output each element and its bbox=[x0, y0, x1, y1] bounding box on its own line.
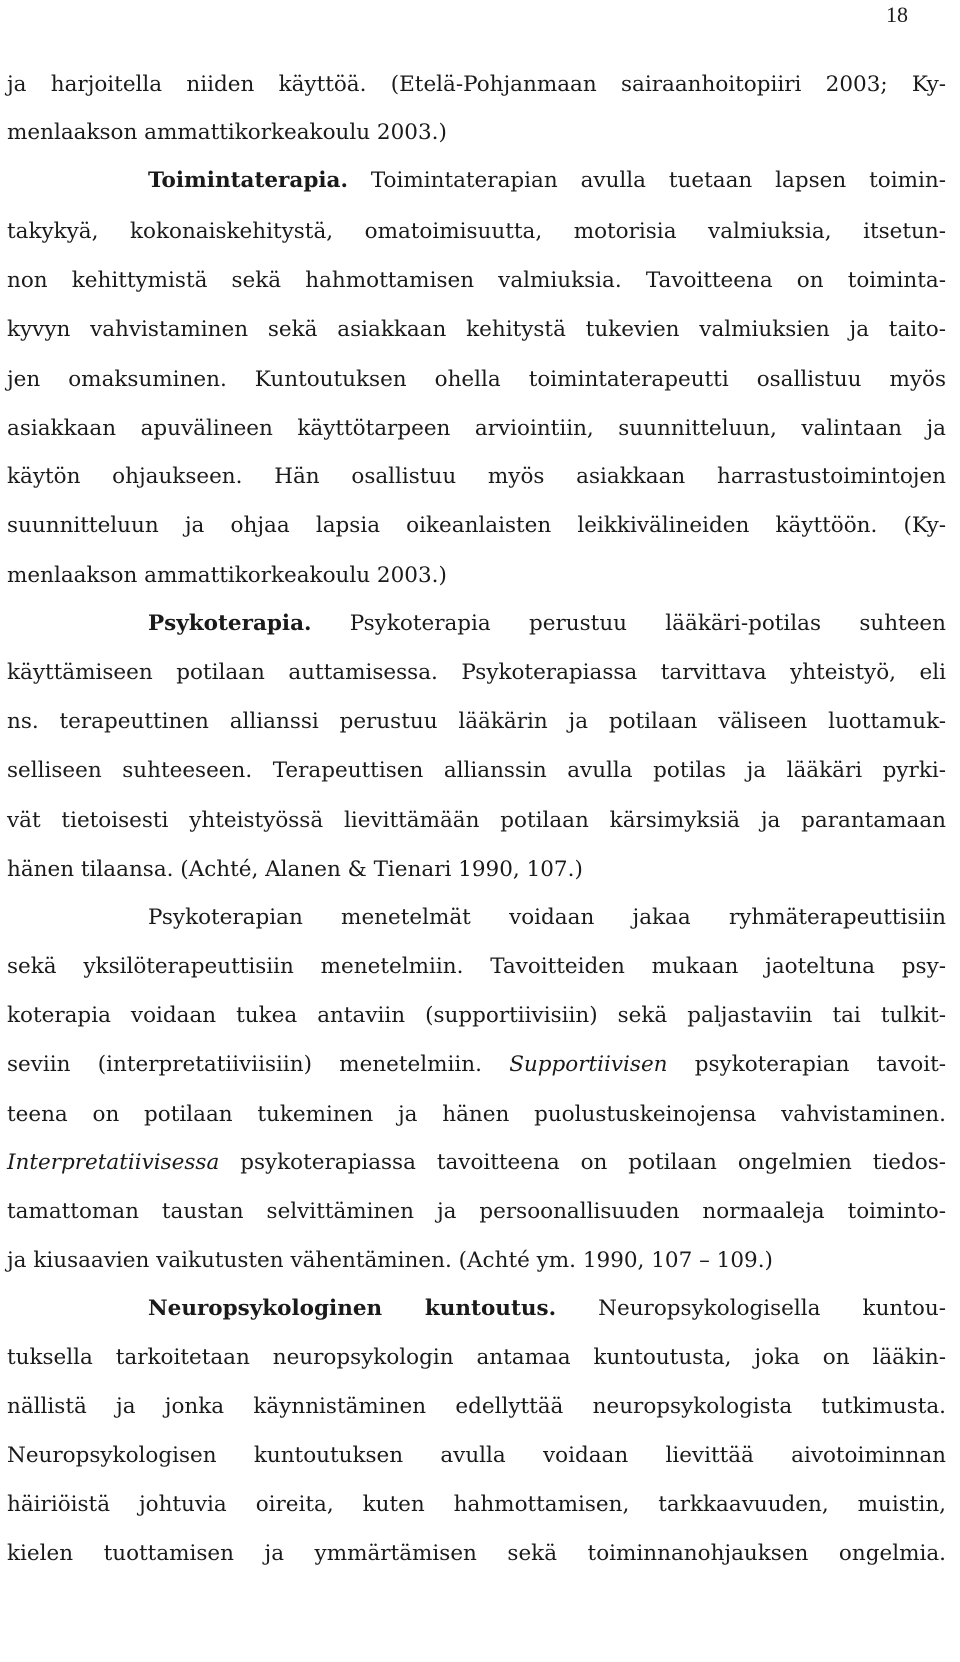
line-10 bbox=[7, 511, 946, 541]
line-8 bbox=[7, 414, 946, 444]
text-segment: käyttämiseen potilaan auttamisessa. Psykoterapiassa tarvittava yhteistyö, eli bbox=[7, 660, 946, 685]
line-18 bbox=[148, 903, 946, 933]
line-17 bbox=[7, 855, 946, 885]
line-6 bbox=[7, 315, 946, 345]
page-number: 18 bbox=[886, 2, 908, 27]
line-13 bbox=[7, 658, 946, 688]
line-15 bbox=[7, 756, 946, 786]
line-26 bbox=[148, 1294, 946, 1324]
text-segment: koterapia voidaan tukea antaviin (supportiivisiin) sekä paljastaviin tai tulkit- bbox=[7, 1003, 946, 1028]
line-24 bbox=[7, 1197, 946, 1227]
text-segment: tamattoman taustan selvittäminen ja persoonallisuuden normaaleja toiminto- bbox=[7, 1199, 946, 1224]
text-segment: Psykoterapia perustuu lääkäri-potilas suhteen bbox=[311, 611, 946, 636]
text-segment: menlaakson ammattikorkeakoulu 2003.) bbox=[7, 563, 447, 588]
text-segment: psykoterapiassa tavoitteena on potilaan ongelmien tiedos- bbox=[219, 1150, 946, 1175]
text-segment: ja kiusaavien vaikutusten vähentäminen. (Achté ym. 1990, 107 – 109.) bbox=[7, 1248, 773, 1273]
text-segment: ja harjoitella niiden käyttöä. (Etelä-Pohjanmaan sairaanhoitopiiri 2003; Ky- bbox=[7, 72, 946, 97]
text-segment: hänen tilaansa. (Achté, Alanen & Tienari 1990, 107.) bbox=[7, 857, 583, 882]
text-segment: Neuropsykologisella kuntou- bbox=[556, 1296, 946, 1321]
text-segment: ns. terapeuttinen allianssi perustuu lääkärin ja potilaan väliseen luottamuk- bbox=[7, 709, 946, 734]
text-segment: käytön ohjaukseen. Hän osallistuu myös asiakkaan harrastustoimintojen bbox=[7, 464, 946, 489]
section-heading-psykoterapia: Psykoterapia. bbox=[148, 611, 312, 636]
line-3 bbox=[148, 166, 946, 196]
section-heading-neuropsykologinen-kuntoutus: Neuropsykologinen kuntoutus. bbox=[148, 1296, 557, 1321]
line-22 bbox=[7, 1100, 946, 1130]
line-4 bbox=[7, 217, 946, 247]
line-7 bbox=[7, 365, 946, 395]
line-14 bbox=[7, 707, 946, 737]
line-12 bbox=[148, 609, 946, 639]
line-28 bbox=[7, 1392, 946, 1422]
line-29 bbox=[7, 1441, 946, 1471]
text-segment: kyvyn vahvistaminen sekä asiakkaan kehitystä tukevien valmiuksien ja taito- bbox=[7, 317, 946, 342]
line-19 bbox=[7, 952, 946, 982]
section-heading-toimintaterapia: Toimintaterapia. bbox=[148, 168, 348, 193]
text-segment: seviin (interpretatiiviisiin) menetelmiin. bbox=[7, 1052, 510, 1077]
text-segment: psykoterapian tavoit- bbox=[667, 1052, 946, 1077]
line-23 bbox=[7, 1148, 946, 1178]
line-27 bbox=[7, 1343, 946, 1373]
text-segment: sekä yksilöterapeuttisiin menetelmiin. Tavoitteiden mukaan jaoteltuna psy- bbox=[7, 954, 946, 979]
text-segment: non kehittymistä sekä hahmottamisen valmiuksia. Tavoitteena on toiminta- bbox=[7, 268, 946, 293]
text-segment: selliseen suhteeseen. Terapeuttisen allianssin avulla potilas ja lääkäri pyrki- bbox=[7, 758, 946, 783]
line-25 bbox=[7, 1246, 946, 1276]
line-9 bbox=[7, 462, 946, 492]
line-16 bbox=[7, 806, 946, 836]
text-segment: häiriöistä johtuvia oireita, kuten hahmottamisen, tarkkaavuuden, muistin, bbox=[7, 1492, 946, 1517]
text-segment: jen omaksuminen. Kuntoutuksen ohella toimintaterapeutti osallistuu myös bbox=[7, 367, 946, 392]
line-31 bbox=[7, 1539, 946, 1569]
text-segment: suunnitteluun ja ohjaa lapsia oikeanlaisten leikkivälineiden käyttöön. (Ky- bbox=[7, 513, 946, 538]
line-30 bbox=[7, 1490, 946, 1520]
line-5 bbox=[7, 266, 946, 296]
italic-term-interpretatiivisessa: Interpretatiivisessa bbox=[7, 1150, 220, 1175]
italic-term-supportiivisen: Supportiivisen bbox=[509, 1052, 668, 1077]
text-segment: nällistä ja jonka käynnistäminen edellyttää neuropsykologista tutkimusta. bbox=[7, 1394, 946, 1419]
text-segment: Neuropsykologisen kuntoutuksen avulla voidaan lievittää aivotoiminnan bbox=[7, 1443, 946, 1468]
line-11 bbox=[7, 561, 946, 591]
line-20 bbox=[7, 1001, 946, 1031]
text-segment: asiakkaan apuvälineen käyttötarpeen arviointiin, suunnitteluun, valintaan ja bbox=[7, 416, 946, 441]
line-2 bbox=[7, 118, 946, 148]
text-segment: tuksella tarkoitetaan neuropsykologin antamaa kuntoutusta, joka on lääkin- bbox=[7, 1345, 946, 1370]
text-segment: Psykoterapian menetelmät voidaan jakaa ryhmäterapeuttisiin bbox=[148, 905, 946, 930]
text-segment: takykyä, kokonaiskehitystä, omatoimisuutta, motorisia valmiuksia, itsetun- bbox=[7, 219, 946, 244]
line-21 bbox=[7, 1050, 946, 1080]
text-segment: vät tietoisesti yhteistyössä lievittämään potilaan kärsimyksiä ja parantamaan bbox=[7, 808, 946, 833]
text-segment: kielen tuottamisen ja ymmärtämisen sekä toiminnanohjauksen ongelmia. bbox=[7, 1541, 946, 1566]
line-1 bbox=[7, 70, 946, 100]
text-segment: menlaakson ammattikorkeakoulu 2003.) bbox=[7, 120, 447, 145]
text-segment: Toimintaterapian avulla tuetaan lapsen toimin- bbox=[347, 168, 946, 193]
text-segment: teena on potilaan tukeminen ja hänen puolustuskeinojensa vahvistaminen. bbox=[7, 1102, 946, 1127]
